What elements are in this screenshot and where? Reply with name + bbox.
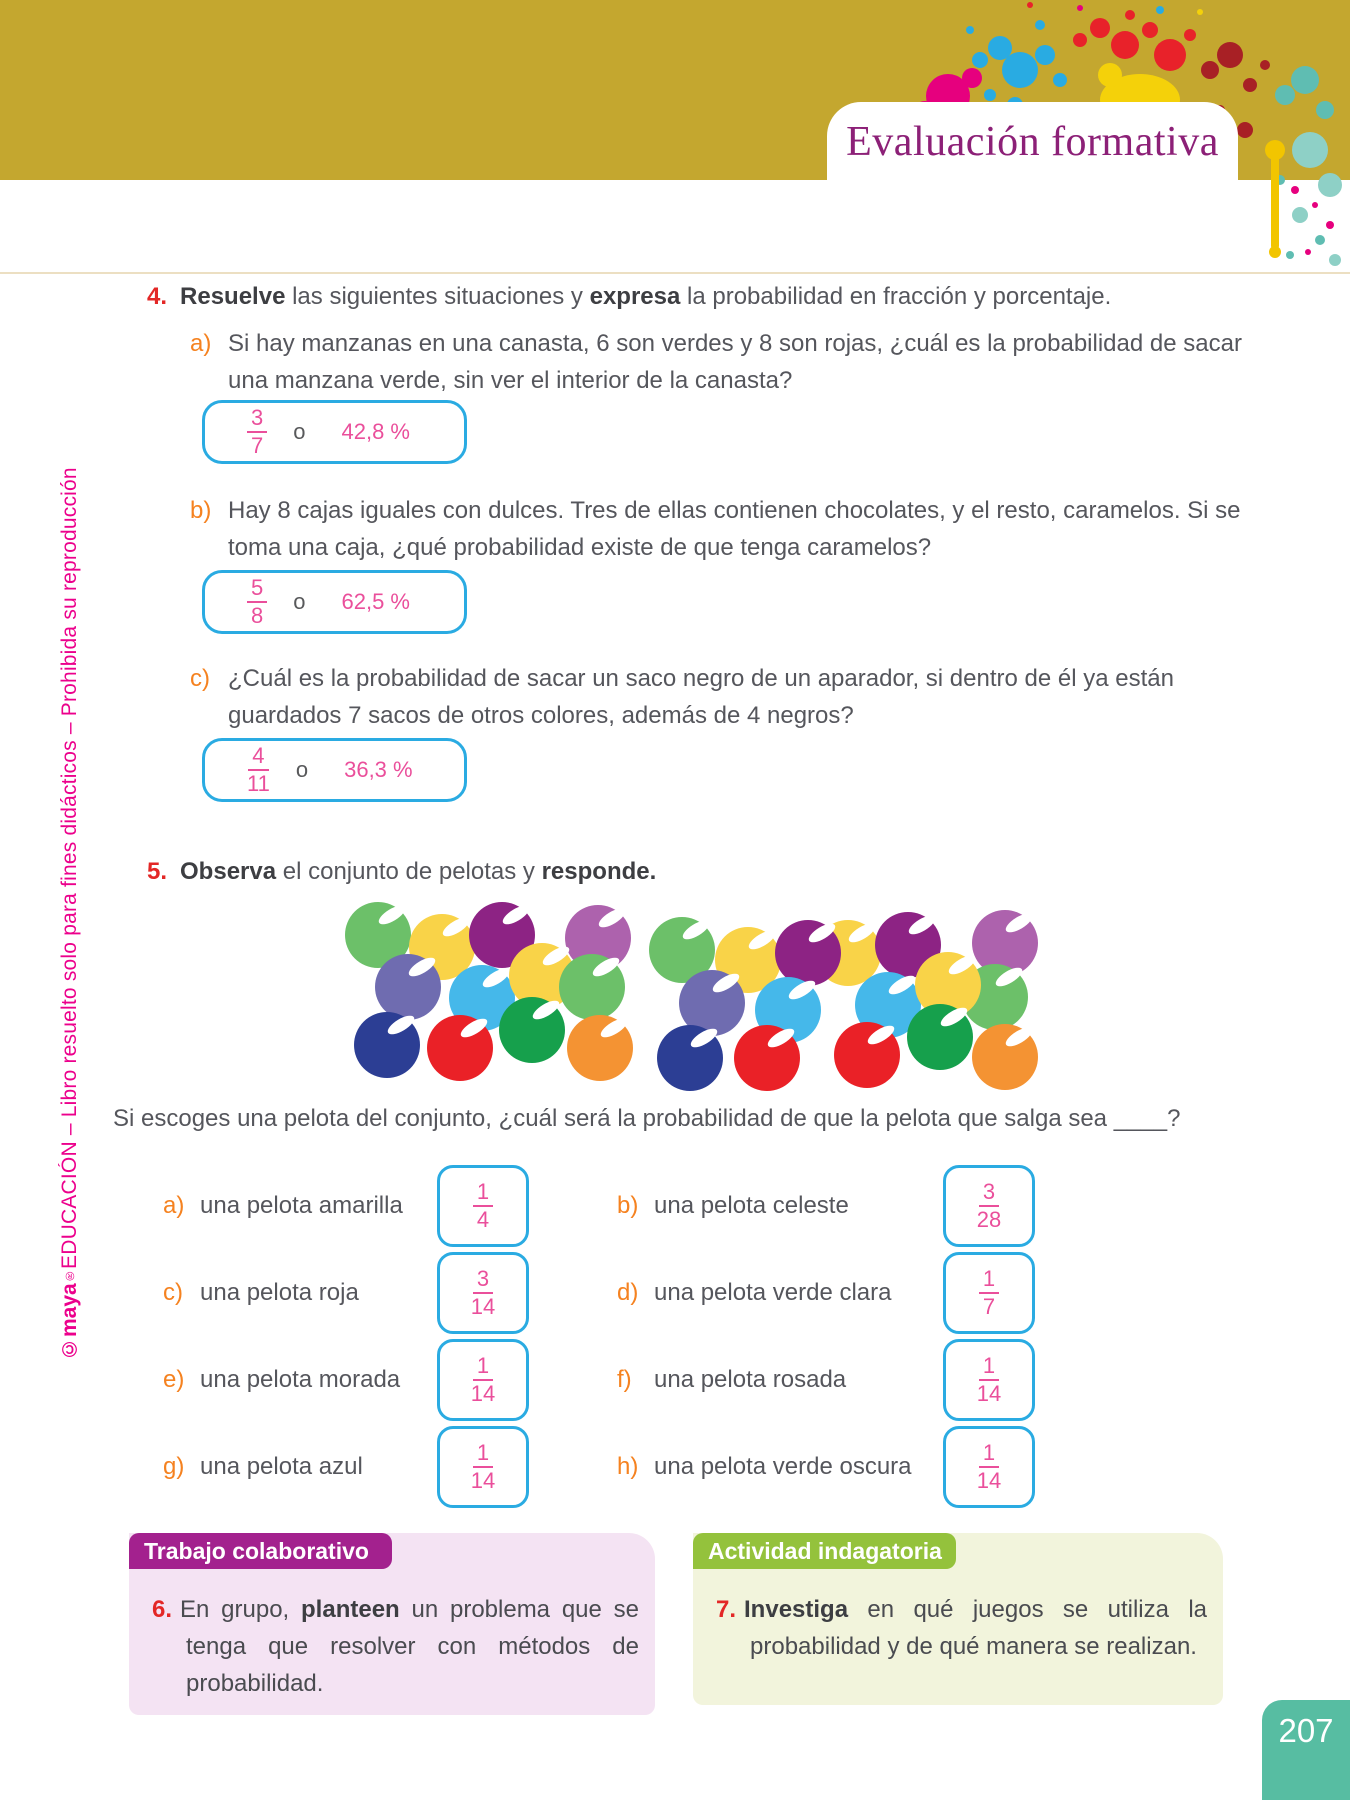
fraction-b-den: 28 [976,1207,1002,1232]
option-h [617,1426,1037,1508]
ball-highlight [590,954,622,980]
ball-highlight [946,952,978,978]
option-a-letter: a) [163,1192,185,1219]
question-6-pre: En grupo, [180,1596,302,1623]
ball-highlight [806,920,838,946]
option-a-label: una pelota amarilla [200,1192,403,1219]
option-f-letter: f) [617,1366,632,1393]
option-e-label: una pelota morada [200,1366,401,1393]
ball-highlight [746,927,778,953]
question-5-text: el conjunto de pelotas y [276,858,542,885]
option-d [617,1252,1037,1334]
fraction-b [976,1178,1002,1232]
question-6-number: 6. [152,1596,173,1623]
ball-purple [875,912,941,978]
ball-highlight [938,1004,970,1030]
ball-highlight [993,964,1025,990]
ball-red [734,1025,800,1091]
ball-sky [755,977,821,1043]
item-4a-line1 [190,330,1242,358]
ball-highlight [500,902,532,928]
inquiry-activity-tab: Actividad indagatoria [693,1533,956,1569]
ball-highlight [1003,1024,1035,1050]
question-4-text-end: la probabilidad en fracción y porcentaje. [680,283,1112,310]
fraction-g-den: 14 [470,1468,496,1493]
fraction-a [473,1178,493,1232]
option-h-label: una pelota verde oscura [654,1453,912,1480]
fraction-e-num: 1 [473,1355,493,1381]
option-b-label: una pelota celeste [654,1192,849,1219]
option-c-letter: c) [163,1279,183,1306]
ball-highlight [540,943,572,969]
ball-purple [775,920,841,986]
ball-orchid [565,905,631,971]
question-5-heading [147,858,656,886]
brand-maya: ©maya [58,1283,81,1360]
item-4b-letter: b) [190,497,212,524]
item-4b-line1 [190,497,1241,525]
question-7-text [716,1591,1207,1665]
fraction-box-h [943,1426,1035,1508]
fraction-4a [247,404,267,458]
ball-purple [469,902,535,968]
fraction-box-e [437,1339,529,1421]
fraction-4a-num: 3 [247,407,267,433]
ball-highlight [680,917,712,943]
ball-yellow [815,920,881,986]
ball-violet [679,970,745,1036]
fraction-box-g [437,1426,529,1508]
question-4-verb2: expresa [589,283,681,310]
percentage-4a: 42,8 % [341,419,410,444]
option-d-label: una pelota verde clara [654,1279,892,1306]
ball-highlight [376,902,408,928]
item-4c-text2: guardados 7 sacos de otros colores, además de 4 negros? [228,702,854,729]
ball-lightgreen [559,954,625,1020]
ball-lightgreen [649,917,715,983]
question-5-verb: Observa [180,858,277,885]
ball-highlight [688,1025,720,1051]
ball-highlight [846,920,878,946]
item-4b-line2 [228,534,931,562]
option-b [617,1165,1037,1247]
ball-green [499,997,565,1063]
page-title-box [827,102,1238,237]
option-e [163,1339,533,1421]
ball-highlight [385,1012,417,1038]
fraction-4a-den: 7 [251,433,264,458]
fraction-box-a [437,1165,529,1247]
fraction-4c-den: 11 [247,771,270,796]
option-g-letter: g) [163,1453,185,1480]
question-6-text [152,1591,639,1702]
item-4c-text: ¿Cuál es la probabilidad de sacar un saco negro de un aparador, si dentro de él ya están [228,665,1174,692]
option-d-letter: d) [617,1279,639,1306]
percentage-4b: 62,5 % [341,589,410,614]
ball-orange [972,1024,1038,1090]
conjunction-4a: o [293,419,306,444]
option-h-letter: h) [617,1453,639,1480]
item-4c-letter: c) [190,665,210,692]
fraction-box-d [943,1252,1035,1334]
fraction-d [979,1265,999,1319]
question-6-post: un problema que se tenga que resolver con métodos de probabilidad. [186,1596,640,1697]
item-4c-line2 [228,702,854,730]
question-4-verb: Resuelve [180,283,286,310]
inquiry-activity-box [693,1533,1223,1705]
page-number-tab [1262,1700,1350,1800]
ball-orchid [972,910,1038,976]
ball-highlight [786,977,818,1003]
question-7-post: en qué juegos se utiliza la probabilidad y de qué manera se realizan. [750,1596,1207,1660]
ball-highlight [480,965,512,991]
copyright-text: EDUCACIÓN – Libro resuelto solo para fines didácticos – Prohibida su reproducción [58,467,81,1270]
ball-highlight [906,912,938,938]
copyright-sidebar [58,425,82,1360]
ball-navy [354,1012,420,1078]
ball-highlight [406,954,438,980]
fraction-d-num: 1 [979,1268,999,1294]
page-title: Evaluación formativa [846,119,1219,165]
question-5-prompt [113,1105,1180,1133]
question-7-number: 7. [716,1596,737,1623]
option-b-letter: b) [617,1192,639,1219]
fraction-c-den: 14 [470,1294,496,1319]
page-number: 207 [1278,1712,1334,1749]
fraction-c-num: 3 [473,1268,493,1294]
answer-box-4a [202,400,467,464]
conjunction-4b: o [293,589,306,614]
ball-highlight [440,914,472,940]
answer-box-4b [202,570,467,634]
fraction-4b-num: 5 [247,577,267,603]
fraction-g [470,1439,496,1493]
fraction-h-num: 1 [979,1442,999,1468]
question-5-verb2: responde. [541,858,657,885]
fraction-h [976,1439,1002,1493]
fraction-4b [247,574,267,628]
fraction-f [976,1352,1002,1406]
item-4b-text: Hay 8 cajas iguales con dulces. Tres de ellas contienen chocolates, y el resto, caramelos. Si se [228,497,1241,524]
collaborative-work-tab: Trabajo colaborativo [129,1533,392,1569]
ball-highlight [710,970,742,996]
option-g-label: una pelota azul [200,1453,363,1480]
ball-highlight [598,1015,630,1041]
ball-sky [449,965,515,1031]
ball-highlight [458,1015,490,1041]
option-e-letter: e) [163,1366,185,1393]
item-4a-text: Si hay manzanas en una canasta, 6 son verdes y 8 son rojas, ¿cuál es la probabilidad de sacar [228,330,1242,357]
option-f-label: una pelota rosada [654,1366,847,1393]
ball-yellow [409,914,475,980]
fraction-f-den: 14 [976,1381,1002,1406]
fraction-e [470,1352,496,1406]
fraction-e-den: 14 [470,1381,496,1406]
option-c-label: una pelota roja [200,1279,359,1306]
ball-violet [375,954,441,1020]
fraction-c [470,1265,496,1319]
fraction-4c-num: 4 [248,745,268,771]
fraction-f-num: 1 [979,1355,999,1381]
ball-lightgreen [962,964,1028,1030]
answer-box-4c [202,738,467,802]
fraction-a-den: 4 [476,1207,490,1232]
question-6-verb: planteen [301,1596,400,1623]
conjunction-4c: o [295,757,309,782]
item-4a-letter: a) [190,330,212,357]
ball-yellow [715,927,781,993]
item-4a-line2 [228,367,792,395]
fraction-4c [247,742,270,796]
fraction-box-f [943,1339,1035,1421]
option-f [617,1339,1037,1421]
ball-highlight [530,997,562,1023]
collaborative-work-box [129,1533,655,1715]
ball-navy [657,1025,723,1091]
question-4-text: las siguientes situaciones y [285,283,590,310]
question-4-number: 4. [147,283,168,310]
fraction-box-b [943,1165,1035,1247]
ball-yellow [509,943,575,1009]
item-4c-line1 [190,665,1174,693]
fraction-a-num: 1 [473,1181,493,1207]
ball-red [834,1022,900,1088]
item-4a-text2: una manzana verde, sin ver el interior de la canasta? [228,367,793,394]
option-c [163,1252,533,1334]
ball-highlight [886,972,918,998]
fraction-g-num: 1 [473,1442,493,1468]
option-a [163,1165,533,1247]
fraction-4b-den: 8 [251,603,264,628]
ball-highlight [1003,910,1035,936]
option-g [163,1426,533,1508]
ball-red [427,1015,493,1081]
ball-yellow [915,952,981,1018]
item-4b-text2: toma una caja, ¿qué probabilidad existe de que tenga caramelos? [228,534,932,561]
question-5-prompt-text: Si escoges una pelota del conjunto, ¿cuál será la probabilidad de que la pelota que salga sea ____? [113,1105,1181,1132]
ball-highlight [765,1025,797,1051]
percentage-4c: 36,3 % [344,757,413,782]
ball-lightgreen [345,902,411,968]
ball-sky [855,972,921,1038]
ball-highlight [596,905,628,931]
fraction-box-c [437,1252,529,1334]
question-5-number: 5. [147,858,168,885]
ball-green [907,1004,973,1070]
fraction-b-num: 3 [979,1181,999,1207]
fraction-h-den: 14 [976,1468,1002,1493]
question-4-heading [147,283,1111,311]
fraction-d-den: 7 [982,1294,996,1319]
ball-orange [567,1015,633,1081]
question-7-verb: Investiga [744,1596,849,1623]
ball-highlight [865,1022,897,1048]
registered-mark: ® [63,1269,77,1284]
